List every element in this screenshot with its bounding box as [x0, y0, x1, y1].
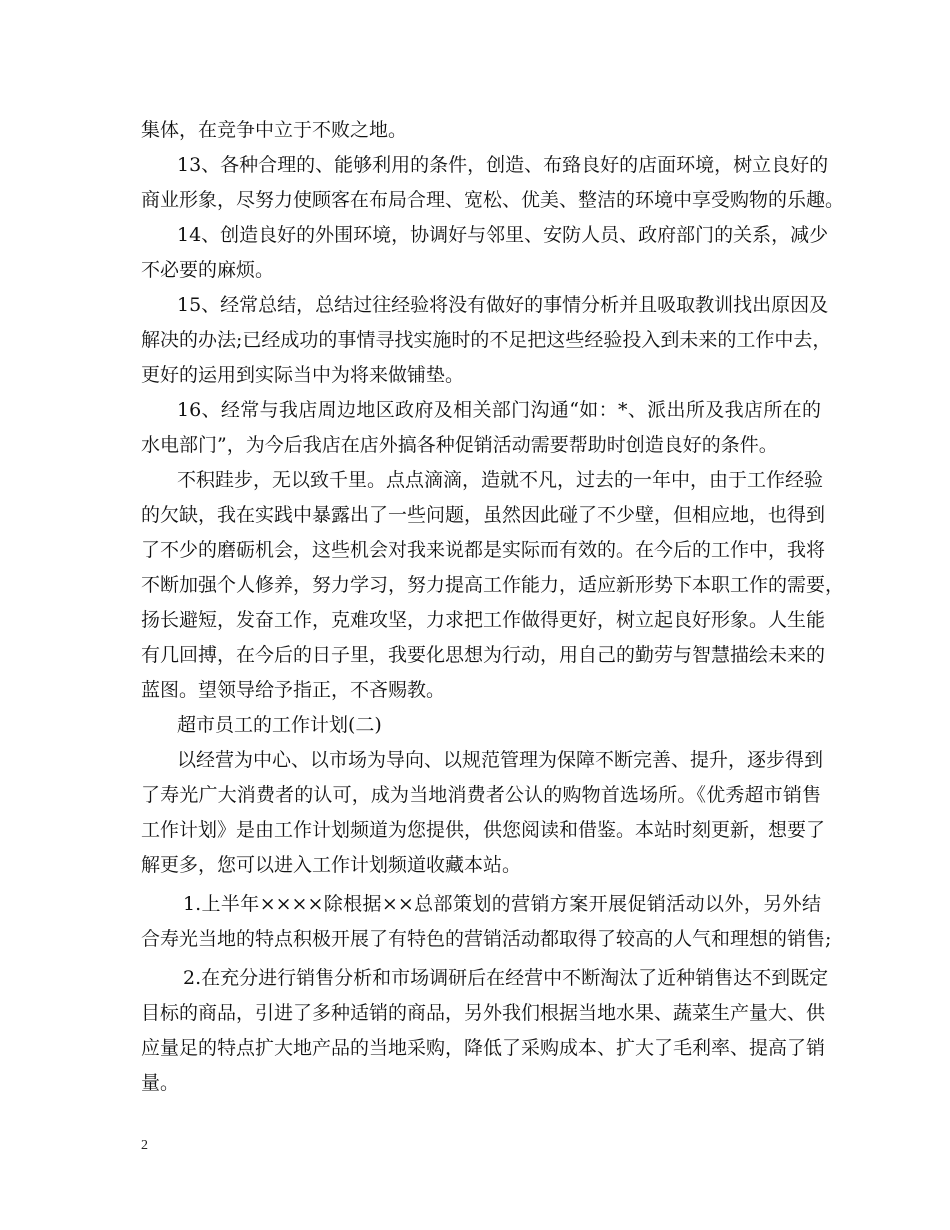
text-line: 量。 [141, 1072, 180, 1094]
text-line: 扬长避短，发奋工作，克难攻坚，力求把工作做得更好，树立起良好形象。人生能 [141, 609, 826, 631]
text-line: 不断加强个人修养，努力学习，努力提高工作能力，适应新形势下本职工作的需要， [141, 574, 845, 596]
text-line: 14、创造良好的外围环境，协调好与邻里、安防人员、政府部门的关系，减少 [177, 224, 829, 246]
text-line: 商业形象，尽努力使顾客在布局合理、宽松、优美、整洁的环境中享受购物的乐趣。 [141, 189, 845, 211]
text-line: 解决的办法;已经成功的事情寻找实施时的不足把这些经验投入到未来的工作中去， [141, 329, 832, 351]
text-line: 集体，在竞争中立于不败之地。 [141, 119, 408, 141]
text-line: 有几回搏，在今后的日子里，我要化思想为行动，用自己的勤劳与智慧描绘未来的 [141, 644, 826, 666]
section-heading: 超市员工的工作计划(二) [177, 714, 382, 736]
text-line: 16、经常与我店周边地区政府及相关部门沟通“如：*、派出所及我店所在的 [177, 399, 821, 421]
document-body [141, 113, 845, 1101]
text-line: 应量足的特点扩大地产品的当地采购，降低了采购成本、扩大了毛利率、提高了销 [141, 1037, 826, 1059]
text-line: 15、经常总结，总结过往经验将没有做好的事情分析并且吸取教训找出原因及 [177, 294, 829, 316]
text-line: 工作计划》是由工作计划频道为您提供，供您阅读和借鉴。本站时刻更新，想要了 [141, 819, 826, 841]
text-line: 1.上半年××××除根据××总部策划的营销方案开展促销活动以外，另外结 [183, 893, 821, 915]
text-line: 13、各种合理的、能够利用的条件，创造、布臵良好的店面环境，树立良好的 [177, 154, 829, 176]
text-line: 不必要的麻烦。 [141, 259, 275, 281]
text-line: 不积跬步，无以致千里。点点滴滴，造就不凡，过去的一年中，由于工作经验 [177, 469, 824, 491]
text-line: 了不少的磨砺机会，这些机会对我来说都是实际而有效的。在今后的工作中，我将 [141, 539, 826, 561]
text-line: 了寿光广大消费者的认可，成为当地消费者公认的购物首选场所。《优秀超市销售 [141, 784, 821, 806]
page-number: 2 [141, 1138, 148, 1153]
text-line: 水电部门”，为今后我店在店外搞各种促销活动需要帮助时创造良好的条件。 [141, 434, 778, 456]
text-line: 2.在充分进行销售分析和市场调研后在经营中不断淘汰了近种销售达不到既定 [183, 967, 829, 989]
text-line: 更好的运用到实际当中为将来做铺垫。 [141, 364, 465, 386]
text-line: 蓝图。望领导给予指正，不吝赐教。 [141, 679, 446, 701]
text-line: 以经营为中心、以市场为导向、以规范管理为保障不断完善、提升，逐步得到 [177, 749, 824, 771]
text-line: 合寿光当地的特点积极开展了有特色的营销活动都取得了较高的人气和理想的销售; [141, 928, 832, 950]
text-line: 的欠缺，我在实践中暴露出了一些问题，虽然因此碰了不少壁，但相应地，也得到 [141, 504, 826, 526]
text-line: 目标的商品，引进了多种适销的商品，另外我们根据当地水果、蔬菜生产量大、供 [141, 1002, 826, 1024]
text-line: 解更多，您可以进入工作计划频道收藏本站。 [141, 854, 522, 876]
